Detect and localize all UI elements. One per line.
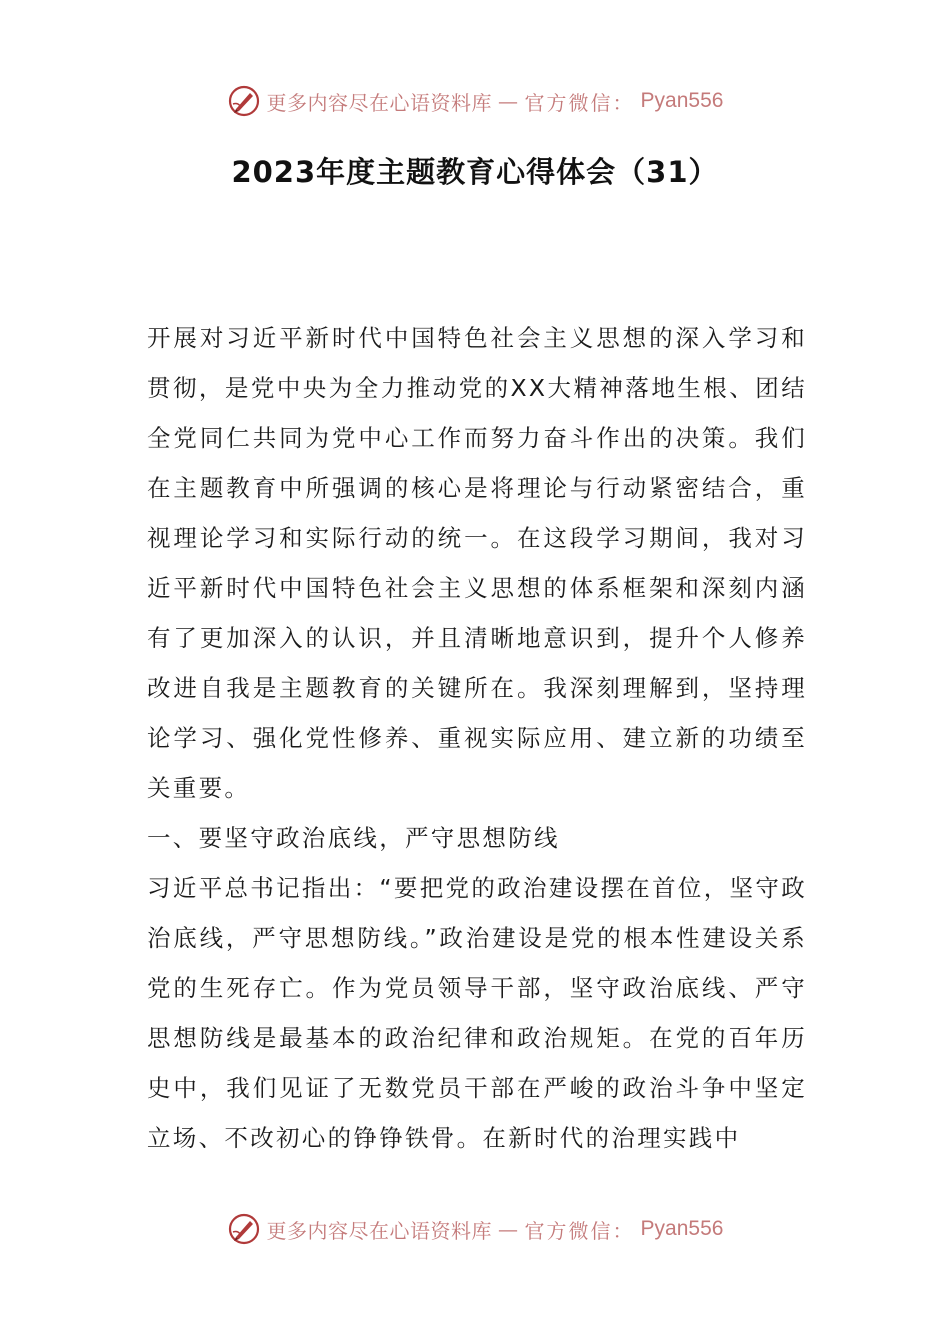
header-watermark: [0, 84, 950, 118]
body-paragraph: 开展对习近平新时代中国特色社会主义思想的深入学习和贯彻，是党中央为全力推动党的XX大精神落地生根、团结全党同仁共同为党中心工作而努力奋斗作出的决策。我们在主题教育中所强调的核心是将理论与行动紧密结合，重视理论学习和实际行动的统一。在这段学习期间，我对习近平新时代中国特色社会主义思想的体系框架和深刻内涵有了更加深入的认识，并且清晰地意识到，提升个人修养改进自我是主题教育的关键所在。我深刻理解到，坚持理论学习、强化党性修养、重视实际应用、建立新的功绩至关重要。: [147, 324, 807, 802]
watermark-site-text: 更多内容尽在心语资料库: [266, 1218, 493, 1243]
watermark-wechat-id: Pyan556: [640, 89, 724, 112]
watermark-label: 官方微信：: [524, 1218, 635, 1243]
watermark-label: 官方微信：: [524, 90, 635, 115]
watermark-separator: —: [498, 1217, 519, 1241]
watermark-separator: —: [498, 89, 519, 113]
watermark-wechat-id: Pyan556: [640, 1217, 724, 1240]
footer-watermark: [0, 1212, 950, 1246]
pen-logo-icon: [227, 1212, 261, 1246]
pen-logo-icon: [227, 84, 261, 118]
document-body: [147, 313, 807, 1163]
watermark-site-text: 更多内容尽在心语资料库: [266, 90, 493, 115]
document-title: 2023年度主题教育心得体会（31）: [231, 155, 719, 189]
section-heading: 一、要坚守政治底线，严守思想防线: [147, 824, 560, 852]
body-paragraph: 习近平总书记指出：“要把党的政治建设摆在首位，坚守政治底线，严守思想防线。”政治建设是党的根本性建设关系党的生死存亡。作为党员领导干部，坚守政治底线、严守思想防线是最基本的政治纪律和政治规矩。在党的百年历史中，我们见证了无数党员干部在严峻的政治斗争中坚定立场、不改初心的铮铮铁骨。在新时代的治理实践中: [147, 874, 807, 1152]
